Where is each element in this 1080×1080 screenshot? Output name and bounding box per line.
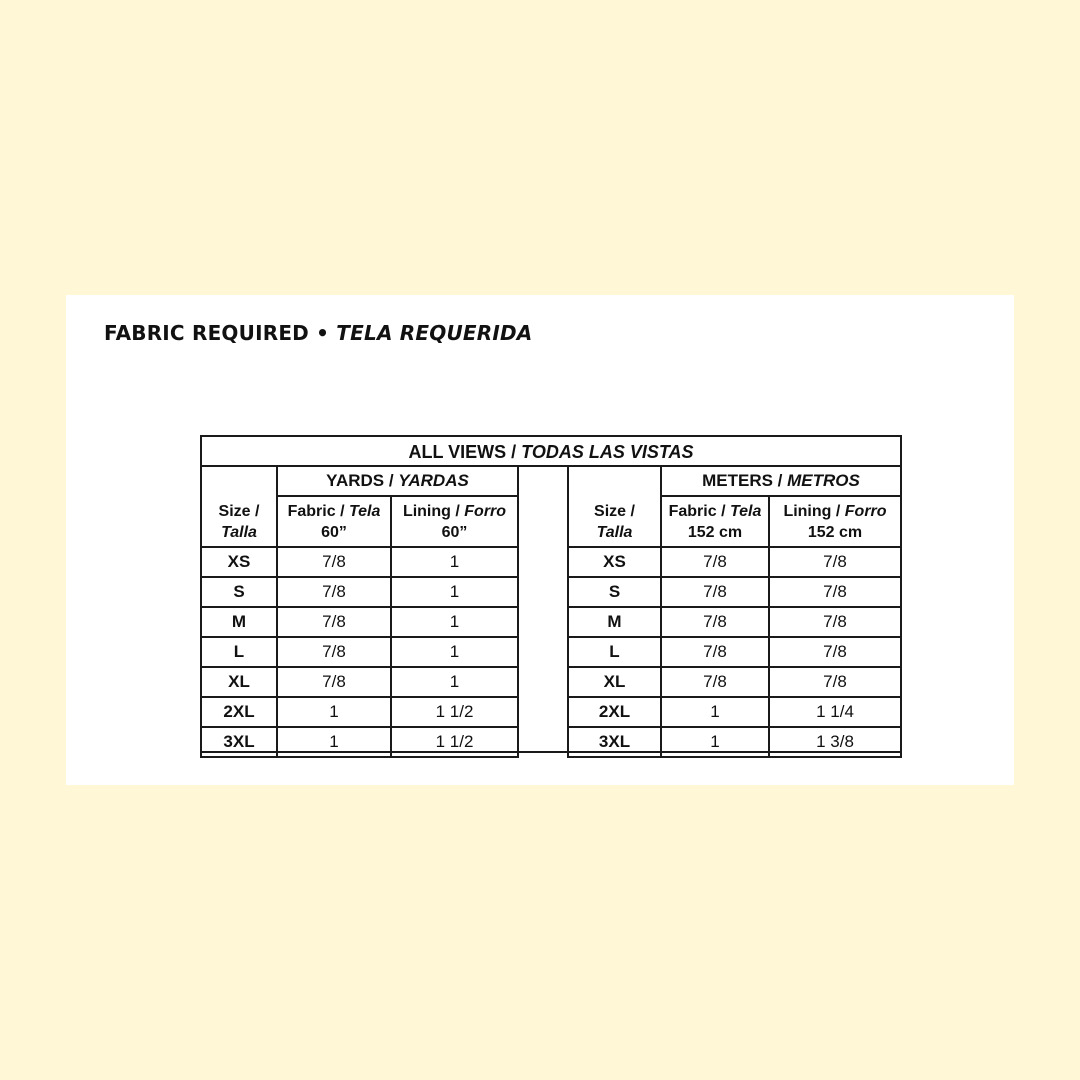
lining-cell: 7/8: [769, 667, 901, 697]
yards-group-main: YARDS /: [326, 471, 399, 491]
meters-fabric-header: [661, 496, 769, 547]
fabric-cell: 7/8: [661, 577, 769, 607]
lining-cell: 7/8: [769, 607, 901, 637]
meters-size-main: Size /: [594, 503, 635, 520]
yards-lining-header: [391, 496, 518, 547]
fabric-cell: 1: [661, 727, 769, 757]
table-row: [201, 667, 518, 697]
table-row: [201, 697, 518, 727]
size-cell: M: [568, 607, 661, 637]
lining-cell: 1: [391, 547, 518, 577]
yards-table: [200, 465, 519, 758]
meters-lining-header: [769, 496, 901, 547]
fabric-cell: 7/8: [277, 547, 391, 577]
table-row: [568, 607, 901, 637]
table-row: [568, 727, 901, 757]
lining-cell: 1: [391, 577, 518, 607]
lining-cell: 1 1/4: [769, 697, 901, 727]
lining-cell: 1 1/2: [391, 727, 518, 757]
lining-cell: 7/8: [769, 577, 901, 607]
table-row: [201, 637, 518, 667]
title-main: FABRIC REQUIRED •: [104, 321, 337, 345]
yards-fabric-width: 60”: [321, 523, 347, 541]
table-row: [201, 577, 518, 607]
size-cell: XL: [568, 667, 661, 697]
meters-lining-italic: Forro: [844, 502, 887, 520]
size-cell: L: [568, 637, 661, 667]
size-cell: 3XL: [201, 727, 277, 757]
table-row: [568, 637, 901, 667]
fabric-cell: 7/8: [277, 577, 391, 607]
lining-cell: 1: [391, 607, 518, 637]
table-row: [568, 697, 901, 727]
meters-size-header: [568, 466, 661, 547]
size-cell: XS: [201, 547, 277, 577]
fabric-cell: 7/8: [661, 547, 769, 577]
size-cell: 2XL: [201, 697, 277, 727]
meters-lining-main: Lining /: [783, 502, 845, 520]
yards-group-header: [277, 466, 518, 496]
size-cell: XL: [201, 667, 277, 697]
size-cell: M: [201, 607, 277, 637]
table-title: [202, 437, 900, 467]
table-row: [201, 727, 518, 757]
table-row: [201, 547, 518, 577]
fabric-cell: 1: [277, 697, 391, 727]
fabric-cell: 7/8: [661, 667, 769, 697]
table-title-italic: TODAS LAS VISTAS: [521, 442, 694, 462]
yards-fabric-header: [277, 496, 391, 547]
page-title: [104, 321, 532, 345]
meters-fabric-main: Fabric /: [668, 502, 730, 520]
fabric-cell: 7/8: [661, 637, 769, 667]
yards-size-header: [201, 466, 277, 547]
meters-fabric-italic: Tela: [729, 502, 762, 520]
fabric-cell: 7/8: [277, 637, 391, 667]
meters-group-main: METERS /: [702, 471, 788, 491]
yards-group-italic: YARDAS: [398, 471, 469, 491]
yards-lining-main: Lining /: [402, 502, 465, 520]
lining-cell: 7/8: [769, 547, 901, 577]
fabric-table: [200, 435, 902, 753]
size-cell: S: [568, 577, 661, 607]
size-cell: XS: [568, 547, 661, 577]
fabric-cell: 1: [661, 697, 769, 727]
content-card: [66, 295, 1014, 785]
fabric-cell: 1: [277, 727, 391, 757]
table-row: [568, 667, 901, 697]
title-italic: TELA REQUERIDA: [336, 321, 533, 345]
fabric-cell: 7/8: [277, 607, 391, 637]
fabric-cell: 7/8: [661, 607, 769, 637]
size-cell: 2XL: [568, 697, 661, 727]
yards-fabric-main: Fabric /: [287, 502, 349, 520]
yards-lining-width: 60”: [441, 523, 468, 541]
table-row: [568, 577, 901, 607]
table-title-main: ALL VIEWS /: [408, 442, 522, 462]
meters-group-italic: METROS: [787, 471, 860, 491]
yards-size-main: Size /: [218, 503, 260, 520]
meters-lining-width: 152 cm: [807, 523, 863, 541]
meters-group-header: [661, 466, 901, 496]
size-cell: S: [201, 577, 277, 607]
lining-cell: 7/8: [769, 637, 901, 667]
meters-size-italic: Talla: [596, 524, 633, 541]
yards-fabric-italic: Tela: [348, 502, 381, 520]
size-cell: 3XL: [568, 727, 661, 757]
lining-cell: 1 1/2: [391, 697, 518, 727]
yards-lining-italic: Forro: [464, 502, 507, 520]
fabric-cell: 7/8: [277, 667, 391, 697]
size-cell: L: [201, 637, 277, 667]
lining-cell: 1: [391, 667, 518, 697]
lining-cell: 1: [391, 637, 518, 667]
meters-table: [567, 465, 902, 758]
meters-fabric-width: 152 cm: [687, 523, 743, 541]
lining-cell: 1 3/8: [769, 727, 901, 757]
table-row: [568, 547, 901, 577]
yards-size-italic: Talla: [221, 524, 257, 541]
table-row: [201, 607, 518, 637]
